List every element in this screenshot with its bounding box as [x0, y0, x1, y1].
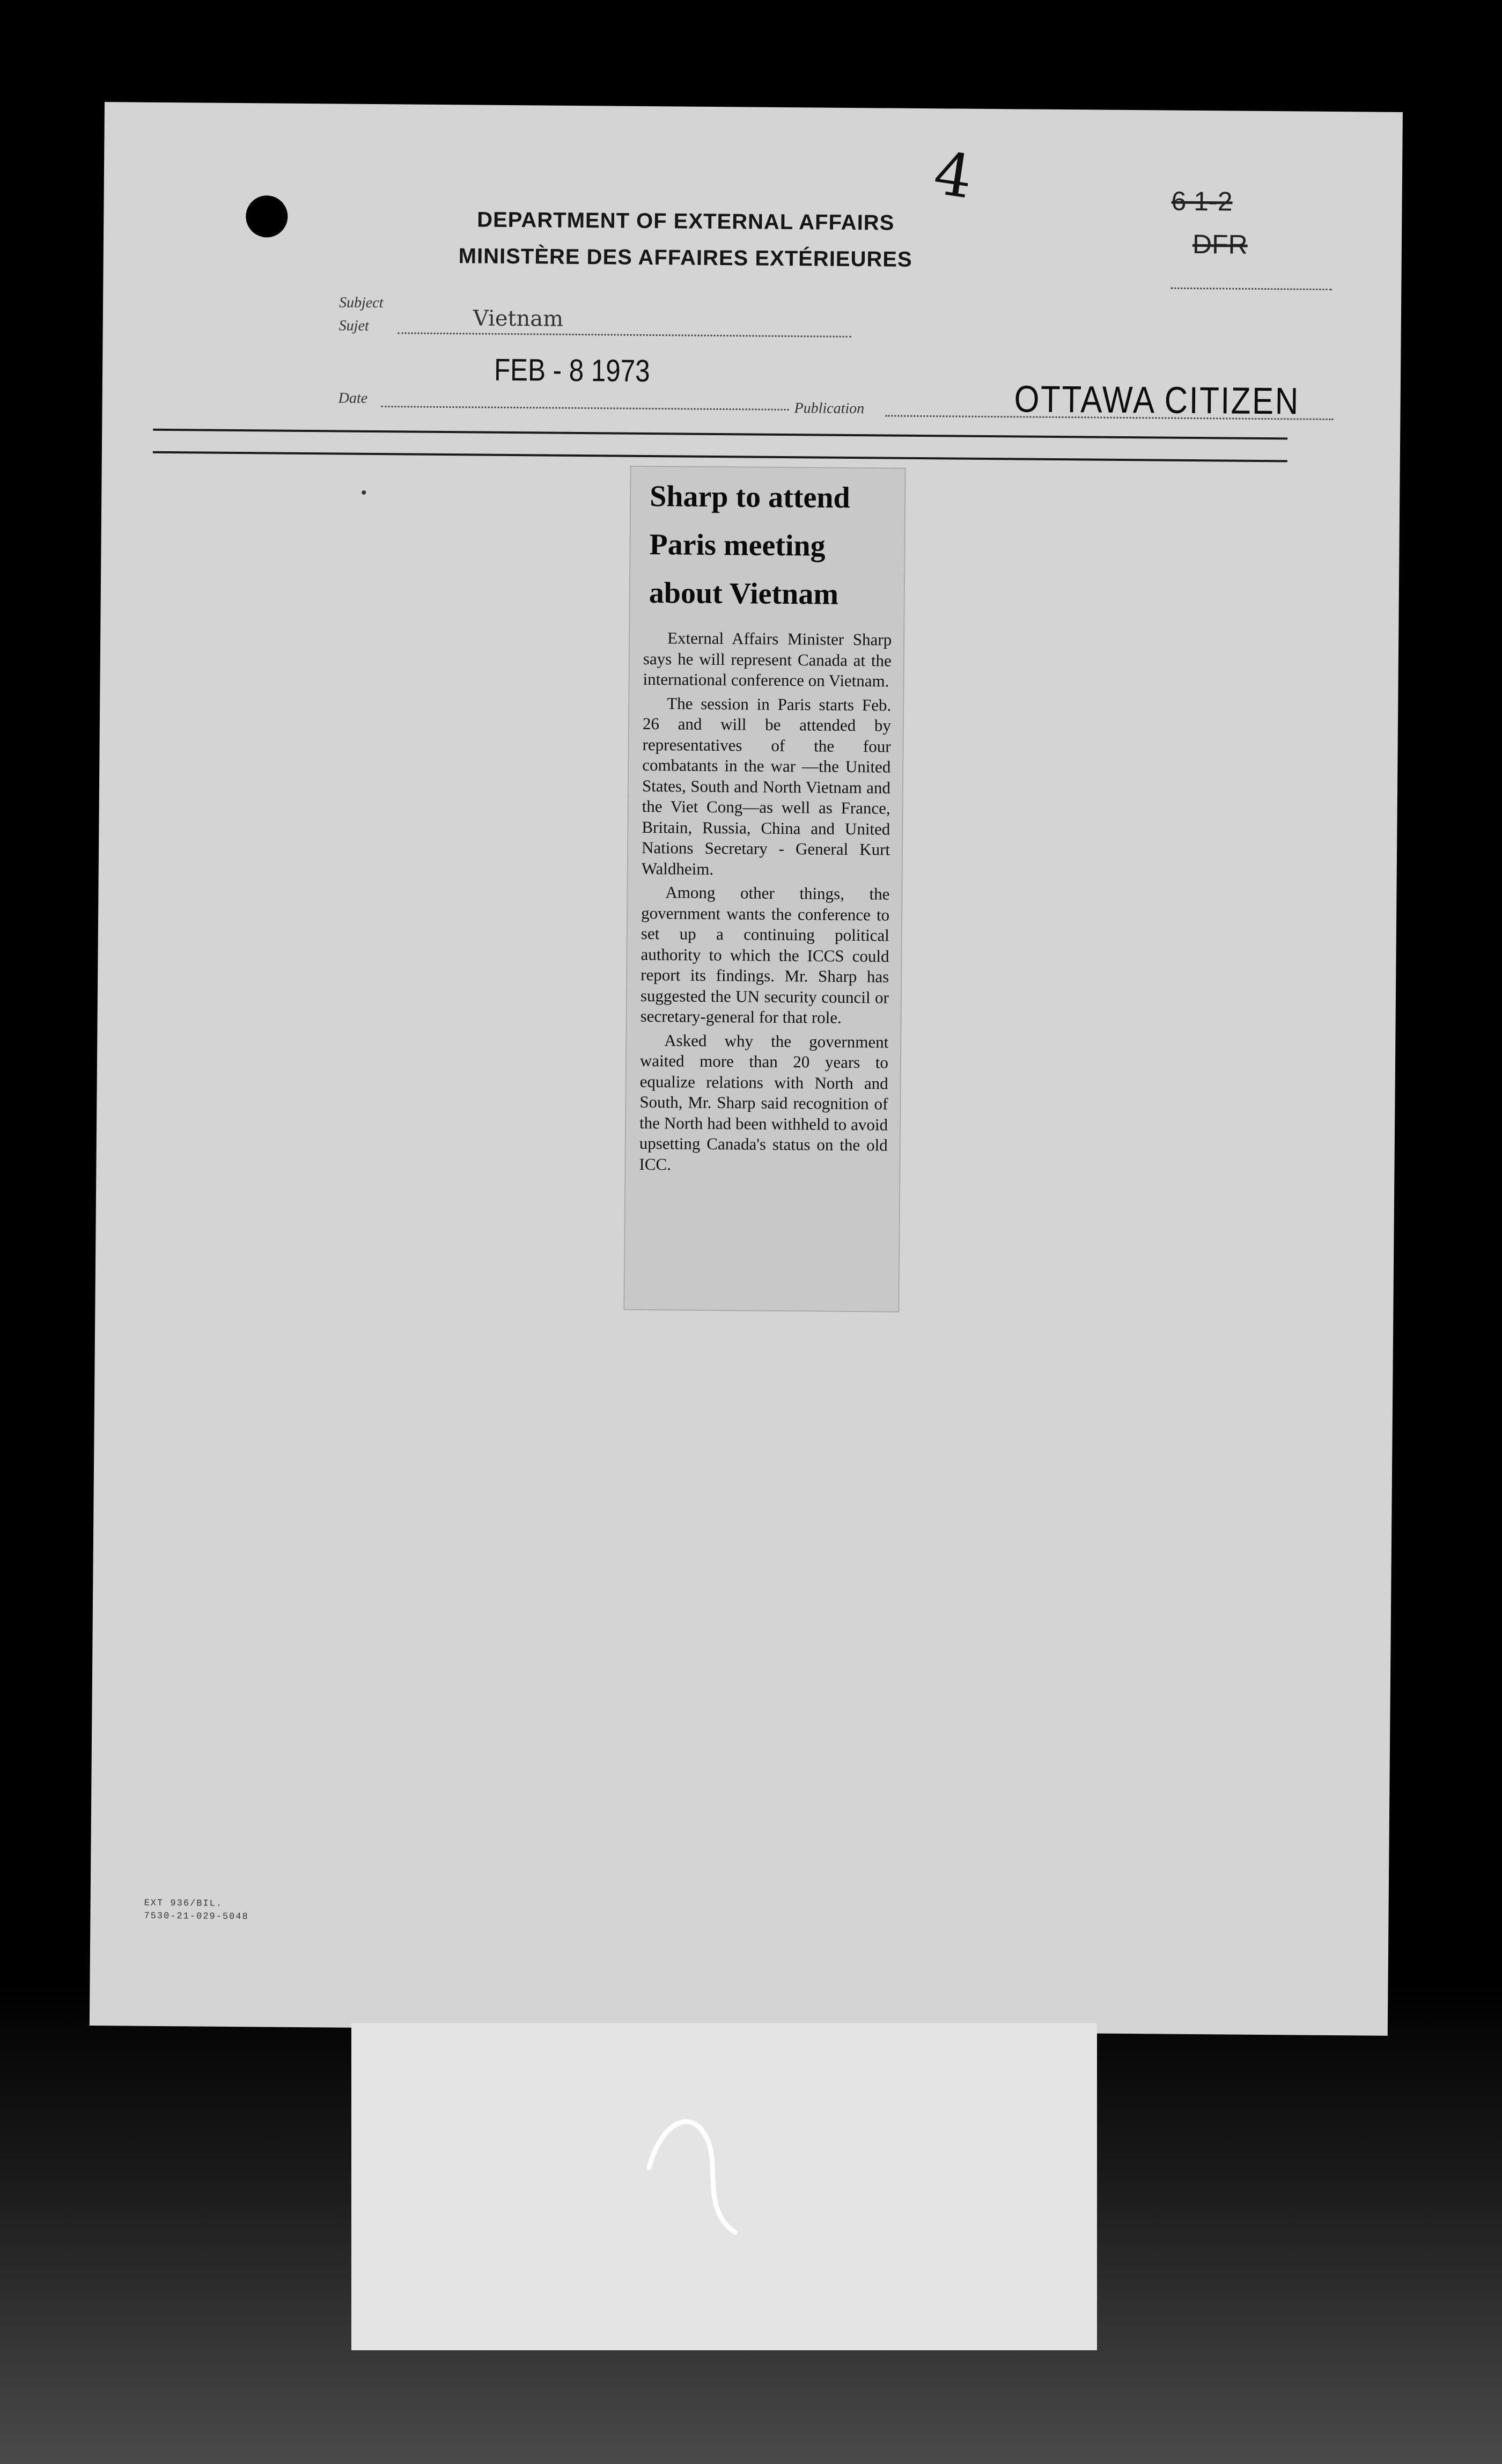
publication-label: Publication — [794, 400, 865, 417]
form-number — [144, 1897, 249, 1924]
subject-dotted-line — [398, 332, 851, 338]
paragraph: Asked why the government waited more than 20 years to equalize relations with North and South, Mr. Sharp said recognition of the North had been withheld to avoid upsetting Canada's status on the old ICC. — [639, 1030, 889, 1174]
department-title-fr: MINISTÈRE DES AFFAIRES EXTÉRIEURES — [458, 244, 912, 272]
clipping-body — [639, 628, 892, 1177]
file-code-handwritten: 6 1-2 — [1171, 186, 1233, 217]
date-label: Date — [338, 390, 368, 407]
subject-label: Subject — [338, 294, 384, 312]
header-rule-upper — [153, 429, 1287, 440]
clipping-form-sheet — [90, 102, 1403, 2036]
newspaper-clipping — [623, 466, 905, 1312]
date-dotted-line — [381, 406, 789, 410]
publication-stamp: OTTAWA CITIZEN — [1014, 378, 1300, 422]
paragraph: External Affairs Minister Sharp says he will represent Canada at the international conference on Vietnam. — [643, 628, 892, 691]
dfr-code-handwritten: DFR — [1192, 229, 1248, 260]
code-dotted-line — [1170, 288, 1331, 290]
sujet-label: Sujet — [338, 317, 369, 334]
clipping-headline: Sharp to attend Paris meeting about Vietnam — [649, 480, 850, 611]
lower-card — [351, 2023, 1097, 2350]
form-number-line: 7530-21-029-5048 — [144, 1911, 249, 1923]
pencil-mark — [644, 2093, 751, 2254]
paragraph: The session in Paris starts Feb. 26 and will be attended by representatives of the four combatants in the war —the United States, South and North Vietnam and the Viet Cong—as well as France, Britain, Russia, China and United Nations Secretary - General Kurt Waldheim. — [641, 693, 892, 878]
handwritten-mark: 4 — [929, 138, 977, 212]
header-rule-lower — [153, 451, 1287, 463]
paragraph: Among other things, the government wants the conference to set up a continuing political authority to which the ICCS could report its findings. Mr. Sharp has suggested the UN security council or secretary-general for that role. — [640, 883, 890, 1027]
department-title-en: DEPARTMENT OF EXTERNAL AFFAIRS — [477, 208, 895, 235]
date-stamp: FEB - 8 1973 — [494, 352, 650, 388]
speck — [362, 490, 366, 495]
subject-handwriting: Vietnam — [473, 306, 564, 332]
form-number-line: EXT 936/BIL. — [144, 1898, 223, 1909]
